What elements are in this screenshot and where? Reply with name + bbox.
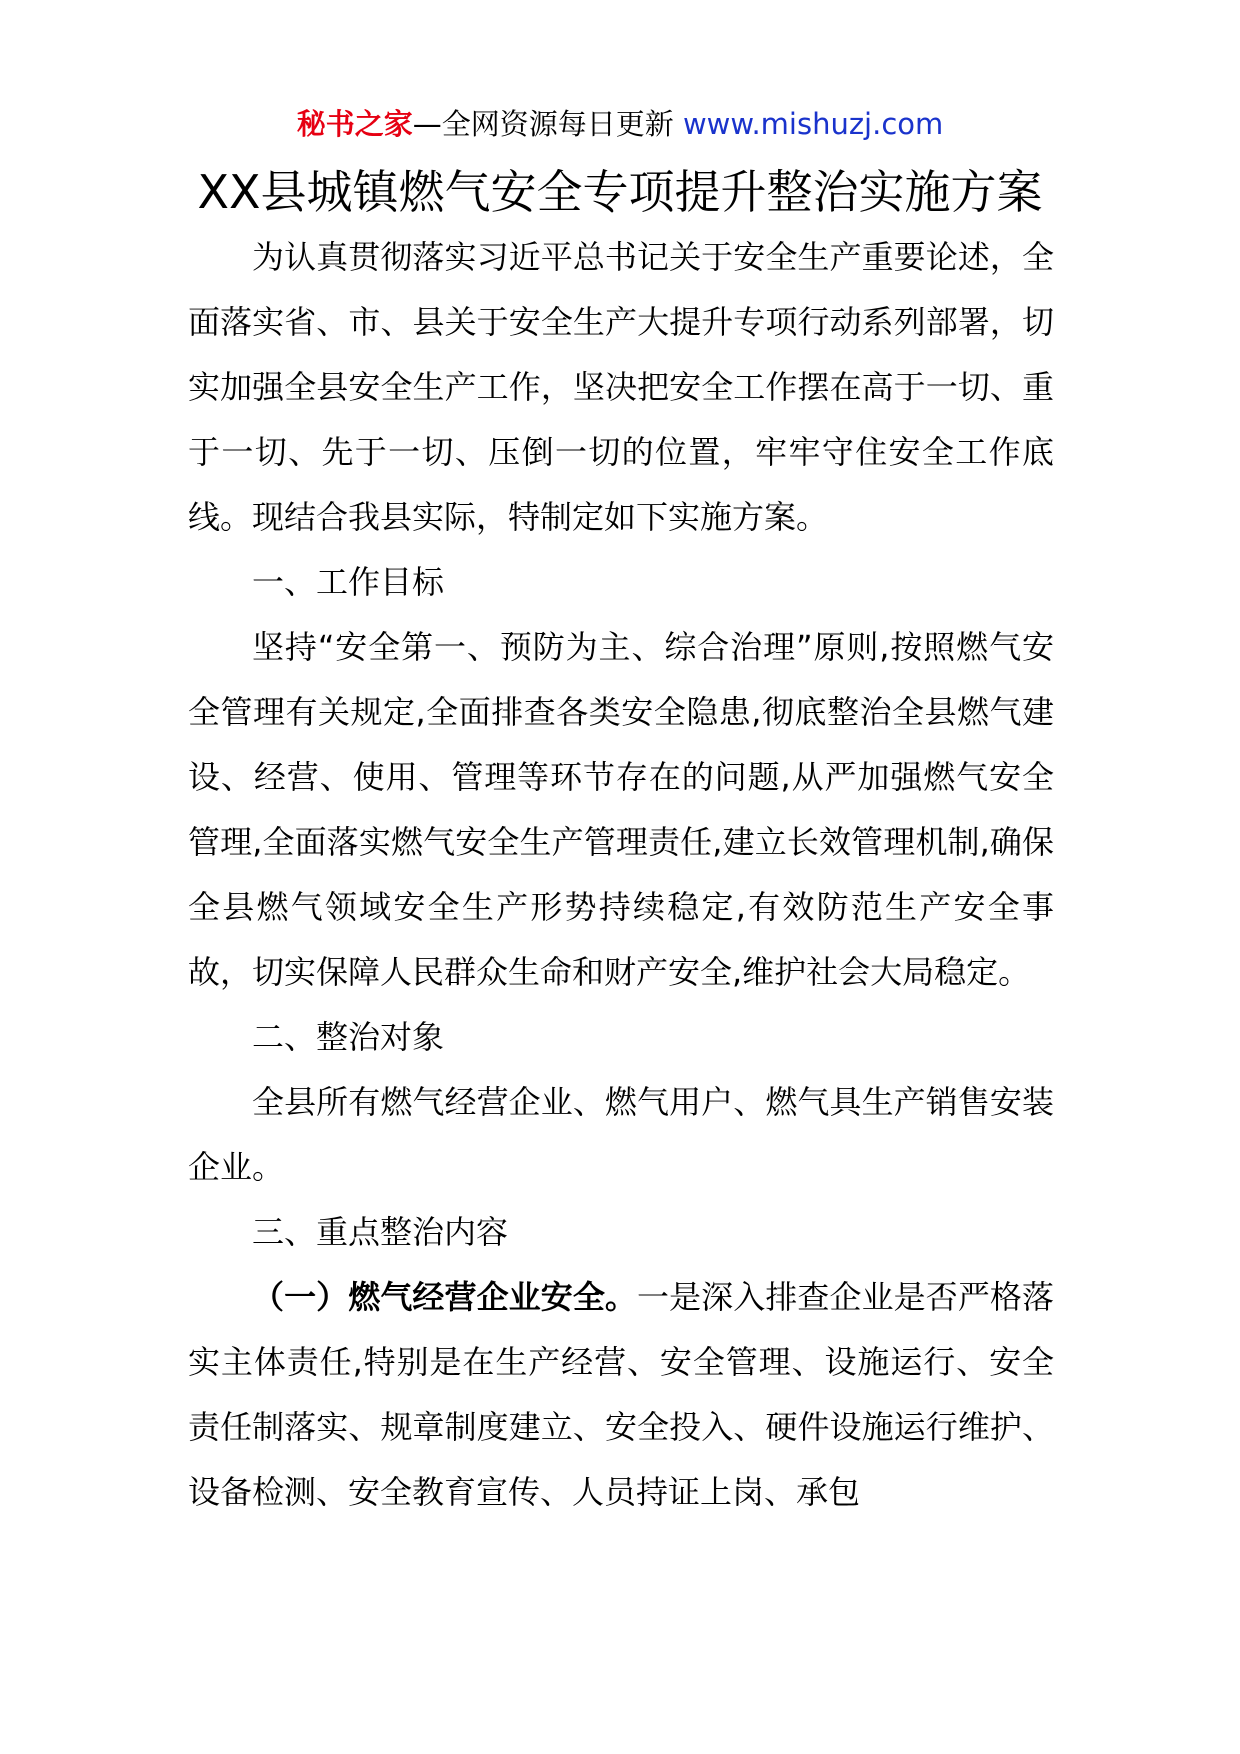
document-title: XX县城镇燃气安全专项提升整治实施方案	[197, 165, 1043, 219]
document-body	[188, 225, 1054, 1525]
section-heading-targets: 二、整治对象	[252, 1018, 445, 1056]
banner-tagline: —全网资源每日更新	[412, 107, 683, 141]
intro-paragraph: 为认真贯彻落实习近平总书记关于安全生产重要论述，全面落实省、市、县关于安全生产大提升专项行动系列部署，切实加强全县安全生产工作，坚决把安全工作摆在高于一切、重于一切、先于一切、压倒一切的位置，牢牢守住安全工作底线。现结合我县实际，特制定如下实施方案。	[188, 238, 1054, 536]
item-1-lead: （一）燃气经营企业安全。	[252, 1278, 637, 1316]
key-content-item-1	[188, 1265, 1054, 1525]
section-heading-key-content: 三、重点整治内容	[252, 1213, 509, 1251]
site-url-link[interactable]: www.mishuzj.com	[682, 107, 944, 141]
brand-name: 秘书之家	[296, 107, 413, 141]
item-1-text: 一是深入排查企业是否严格落实主体责任,特别是在生产经营、安全管理、设施运行、安全责任制落实、规章制度建立、安全投入、硬件设施运行维护、设备检测、安全教育宣传、人员持证上岗、承包	[188, 1278, 1054, 1511]
targets-paragraph: 全县所有燃气经营企业、燃气用户、燃气具生产销售安装企业。	[188, 1083, 1054, 1186]
goals-paragraph: 坚持“安全第一、预防为主、综合治理”原则,按照燃气安全管理有关规定,全面排查各类安全隐患,彻底整治全县燃气建设、经营、使用、管理等环节存在的问题,从严加强燃气安全管理,全面落实燃气安全生产管理责任,建立长效管理机制,确保全县燃气领域安全生产形势持续稳定,有效防范生产安全事故，切实保障人民群众生命和财产安全,维护社会大局稳定。	[188, 628, 1054, 991]
site-banner	[0, 100, 1240, 148]
section-heading-goals: 一、工作目标	[252, 563, 445, 601]
